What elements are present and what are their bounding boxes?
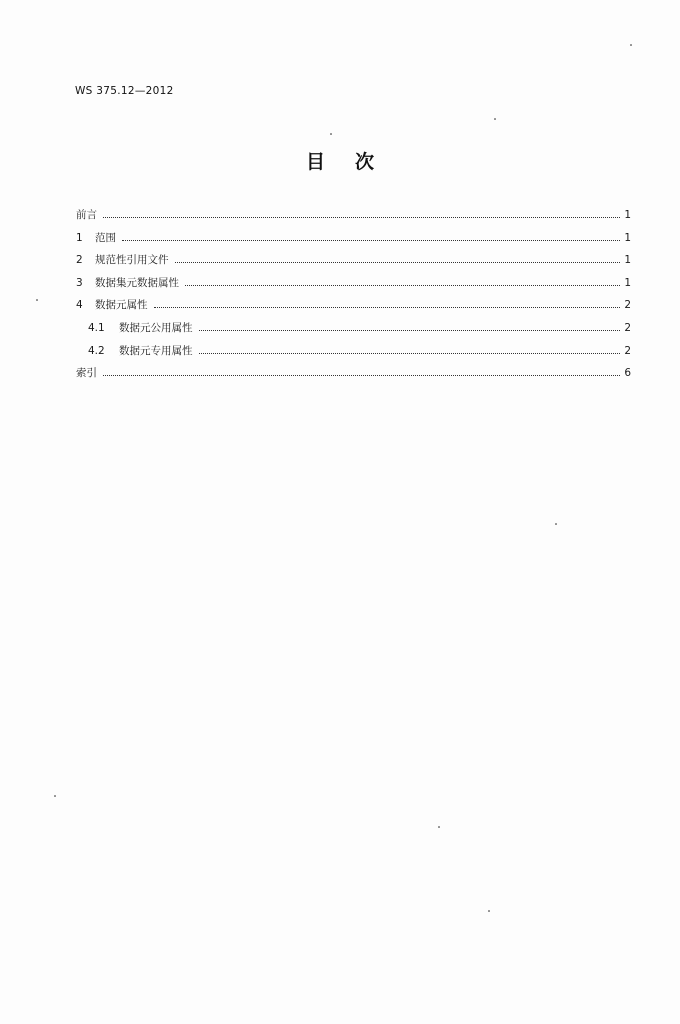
scan-speck [494, 118, 496, 120]
scan-speck [330, 133, 332, 135]
toc-entry-number: 3 [76, 276, 83, 289]
toc-entry-label: 规范性引用文件 [95, 254, 169, 267]
toc-entry-foreword[interactable] [76, 207, 631, 230]
toc-entry-page: 6 [624, 367, 631, 380]
toc-entry-page: 1 [624, 209, 631, 221]
toc-entry-page: 2 [624, 321, 631, 334]
toc-entry-common-attributes[interactable] [76, 320, 631, 343]
toc-entry-label: 范围 [95, 231, 116, 244]
toc-dot-leader [185, 285, 620, 286]
toc-entry-number: 4.2 [88, 344, 105, 357]
toc-dot-leader [199, 330, 621, 331]
toc-entry-scope[interactable] [76, 230, 631, 253]
scan-speck [488, 910, 490, 912]
toc-entry-number: 2 [76, 254, 83, 267]
toc-entry-page: 1 [624, 254, 631, 267]
toc-entry-label: 数据元公用属性 [119, 321, 193, 334]
scan-speck [630, 44, 632, 46]
toc-dot-leader [103, 375, 620, 376]
scan-speck [555, 523, 557, 525]
toc-dot-leader [103, 217, 620, 218]
toc-entry-label: 数据集元数据属性 [95, 276, 179, 289]
toc-dot-leader [122, 240, 620, 241]
toc-dot-leader [154, 307, 621, 308]
toc-entry-label: 前言 [76, 209, 97, 221]
toc-entry-number: 4 [76, 299, 83, 312]
toc-entry-dataset-metadata[interactable] [76, 275, 631, 298]
toc-entry-specific-attributes[interactable] [76, 343, 631, 366]
toc-entry-data-element-attributes[interactable] [76, 297, 631, 320]
toc-entry-page: 2 [624, 344, 631, 357]
toc-entry-normative-references[interactable] [76, 252, 631, 275]
page-title: 目次 [305, 151, 404, 173]
toc-entry-page: 2 [624, 299, 631, 312]
toc-entry-page: 1 [624, 276, 631, 289]
toc-entry-label: 数据元专用属性 [119, 344, 193, 357]
standard-code: WS 375.12—2012 [75, 85, 174, 97]
table-of-contents [76, 207, 631, 388]
toc-dot-leader [175, 262, 621, 263]
scan-speck [36, 299, 38, 301]
toc-entry-label: 索引 [76, 367, 97, 380]
toc-dot-leader [199, 353, 621, 354]
toc-entry-label: 数据元属性 [95, 299, 148, 312]
toc-entry-number: 4.1 [88, 321, 105, 334]
scan-speck [54, 795, 56, 797]
toc-entry-number: 1 [76, 231, 83, 244]
toc-entry-page: 1 [624, 231, 631, 244]
toc-entry-index[interactable] [76, 365, 631, 388]
scan-speck [438, 826, 440, 828]
